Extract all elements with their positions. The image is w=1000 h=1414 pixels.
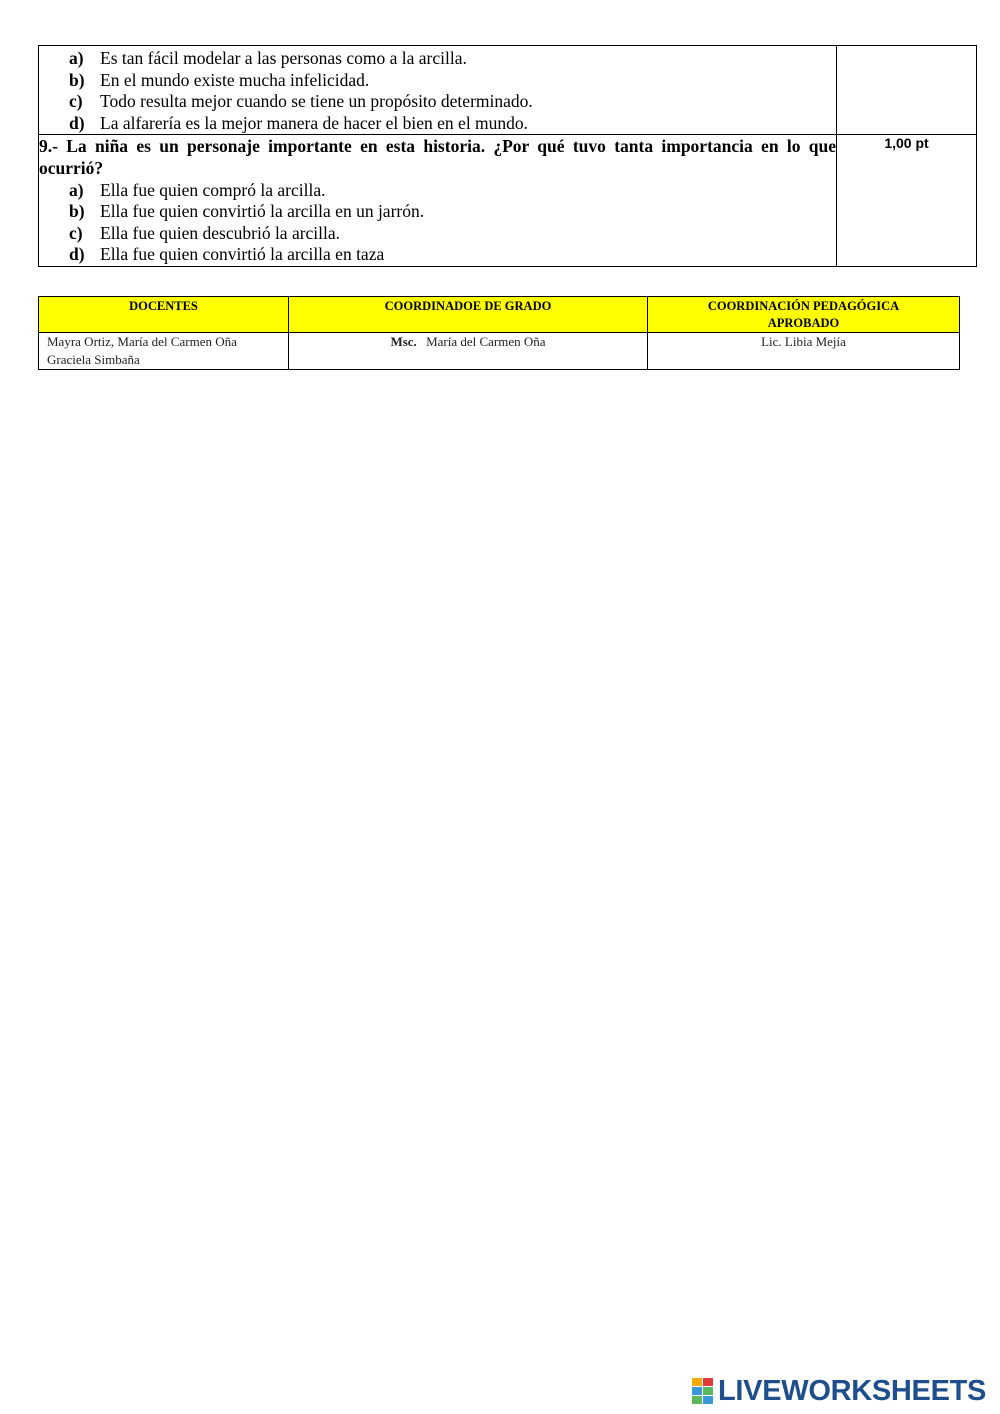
option-text: Es tan fácil modelar a las personas como a la arcilla. [100, 48, 467, 68]
question-9-cell [39, 135, 837, 267]
option-d [39, 113, 836, 135]
option-c[interactable] [39, 223, 836, 245]
question-9-options [39, 180, 836, 266]
coordinador-name-cell [289, 333, 648, 370]
option-text: Ella fue quien convirtió la arcilla en un jarrón. [100, 201, 425, 222]
coordinacion-header-line1: COORDINACIÓN PEDAGÓGICA [707, 299, 900, 313]
coordinacion-header-line2: APROBADO [767, 316, 840, 330]
option-c [39, 91, 836, 113]
option-letter: d) [69, 112, 85, 133]
liveworksheets-logo [692, 1375, 986, 1407]
option-b[interactable] [39, 201, 836, 223]
option-letter: c) [69, 91, 83, 112]
signatures-table [38, 296, 960, 370]
option-letter: b) [69, 69, 85, 90]
signatures-names-row [39, 333, 960, 370]
coordinador-title: Msc. [390, 334, 417, 349]
docentes-header: DOCENTES [39, 297, 289, 333]
questions-table [38, 45, 977, 267]
previous-question-options [39, 46, 836, 134]
option-d[interactable] [39, 244, 836, 266]
previous-score-cell [837, 46, 977, 135]
coordinacion-header [648, 297, 960, 333]
option-a[interactable] [39, 180, 836, 202]
option-letter: c) [69, 222, 83, 243]
coordinacion-name: Lic. Libia Mejía [648, 333, 960, 370]
liveworksheets-wordmark: LIVEWORKSHEETS [718, 1375, 987, 1407]
option-letter: a) [69, 179, 84, 200]
option-letter: b) [69, 201, 85, 222]
docentes-names [39, 333, 289, 370]
option-text: Ella fue quien compró la arcilla. [100, 179, 326, 200]
option-letter: d) [69, 244, 85, 265]
coordinador-header: COORDINADOE DE GRADO [289, 297, 648, 333]
coordinador-name: María del Carmen Oña [426, 334, 546, 349]
docentes-line1: Mayra Ortiz, María del Carmen Oña [47, 334, 237, 349]
option-text: En el mundo existe mucha infelicidad. [100, 69, 370, 90]
option-text: Ella fue quien convirtió la arcilla en taza [100, 244, 385, 265]
option-a [39, 48, 836, 70]
previous-question-row [39, 46, 977, 135]
option-text: Ella fue quien descubrió la arcilla. [100, 222, 341, 243]
signatures-header-row [39, 297, 960, 333]
option-text: Todo resulta mejor cuando se tiene un propósito determinado. [100, 91, 533, 112]
liveworksheets-blocks-icon [692, 1378, 714, 1404]
option-text: La alfarería es la mejor manera de hacer el bien en el mundo. [100, 112, 529, 133]
option-letter: a) [69, 48, 84, 68]
option-b [39, 70, 836, 92]
question-9-score: 1,00 pt [837, 135, 977, 267]
previous-question-options-cell [39, 46, 837, 135]
docentes-line2: Graciela Simbaña [47, 352, 140, 367]
question-9-text: 9.- La niña es un personaje importante en esta historia. ¿Por qué tuvo tanta importancia en lo que ocurrió? [39, 136, 836, 178]
question-9-row [39, 135, 977, 267]
